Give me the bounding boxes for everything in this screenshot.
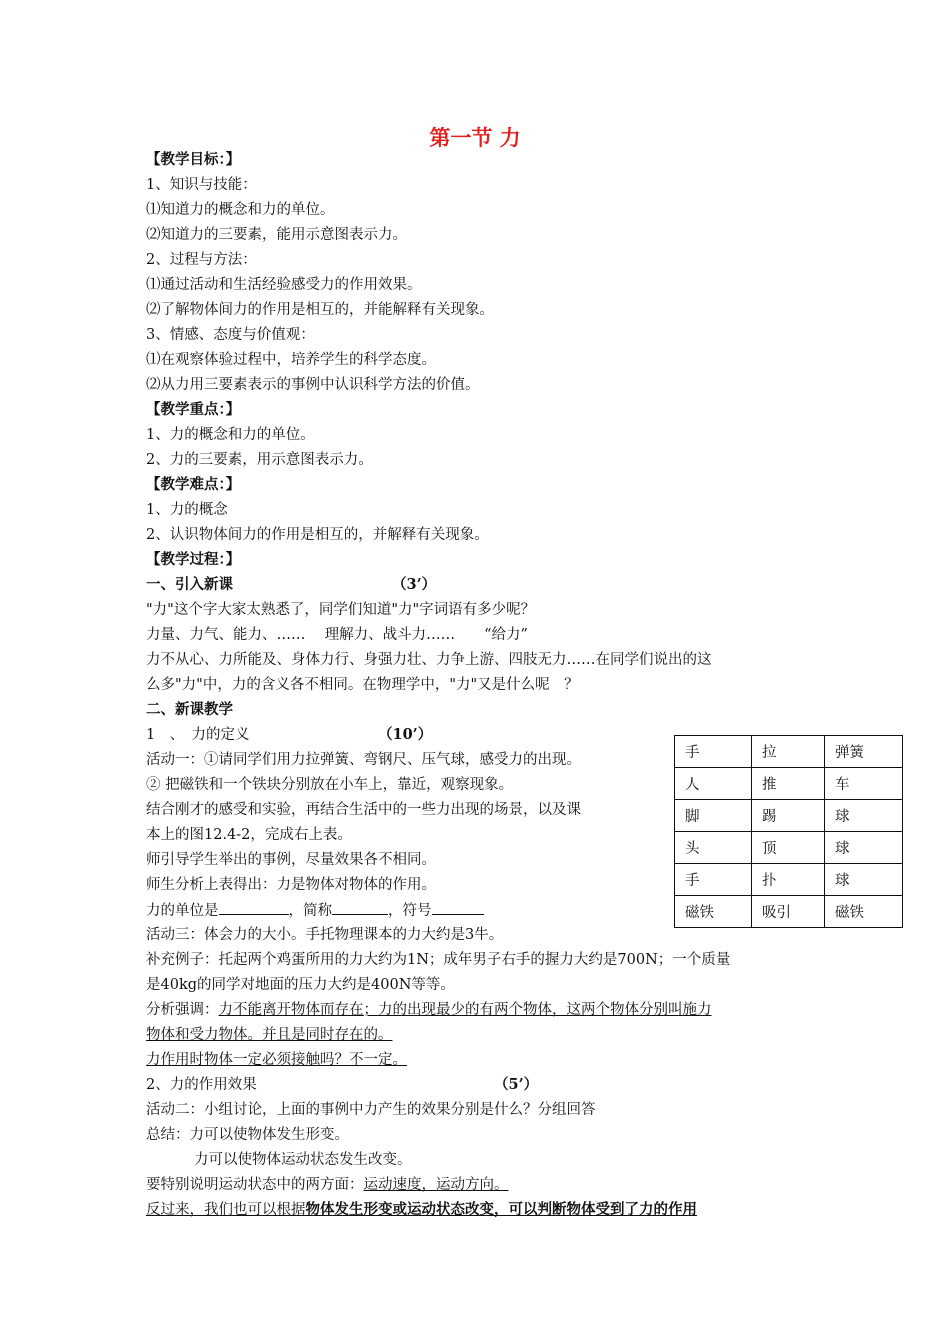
goals-heading: 【教学目标：】 bbox=[146, 151, 241, 168]
short-name-blank[interactable] bbox=[332, 900, 388, 915]
definition-line: 师生分析上表得出：力是物体对物体的作用。 bbox=[146, 877, 436, 893]
table-cell: 弹簧 bbox=[825, 736, 903, 768]
analysis-label: 分析强调： bbox=[146, 1002, 219, 1018]
supplement-line: 补充例子：托起两个鸡蛋所用的力大约为1N；成年男子右手的握力大约是700N；一个质量 bbox=[146, 952, 731, 968]
table-row bbox=[675, 864, 903, 896]
intro-line: 么多"力"中，力的含义各不相同。在物理学中，"力"又是什么呢 ？ bbox=[146, 677, 579, 693]
activity-two: 活动二：小组讨论，上面的事例中力产生的效果分别是什么？分组回答 bbox=[146, 1102, 596, 1118]
table-cell: 拉 bbox=[752, 736, 825, 768]
definition-label: 1 、 力的定义 bbox=[146, 727, 250, 743]
table-row bbox=[675, 832, 903, 864]
goal-line: ⑵从力用三要素表示的事例中认识科学方法的价值。 bbox=[146, 377, 480, 393]
table-cell: 手 bbox=[675, 736, 752, 768]
intro-time: （3’） bbox=[392, 576, 437, 593]
symbol-prompt: ，符号 bbox=[388, 903, 432, 919]
unit-fill-line bbox=[146, 900, 484, 921]
goal-line: 1、知识与技能： bbox=[146, 177, 257, 193]
goal-line: 2、过程与方法： bbox=[146, 252, 257, 268]
intro-line: 力量、力气、能力、…… 理解力、战斗力…… “给力” bbox=[146, 627, 528, 643]
table-cell: 吸引 bbox=[752, 896, 825, 928]
summary-line: 总结：力可以使物体发生形变。 bbox=[146, 1127, 349, 1143]
goal-line: ⑵了解物体间力的作用是相互的，并能解释有关现象。 bbox=[146, 302, 494, 318]
table-cell: 扑 bbox=[752, 864, 825, 896]
analysis-question: 力作用时物体一定必须接触吗？不一定。 bbox=[146, 1052, 407, 1068]
table-cell: 磁铁 bbox=[825, 896, 903, 928]
table-cell: 球 bbox=[825, 800, 903, 832]
analysis-continued: 物体和受力物体。并且是同时存在的。 bbox=[146, 1027, 393, 1043]
definition-line: 本上的图12.4-2，完成右上表。 bbox=[146, 827, 352, 843]
goal-line: ⑴在观察体验过程中，培养学生的科学态度。 bbox=[146, 352, 436, 368]
conclusion-lead: 反过来，我们也可以根据 bbox=[146, 1202, 306, 1218]
table-cell: 顶 bbox=[752, 832, 825, 864]
definition-line: ② 把磁铁和一个铁块分别放在小车上，靠近，观察现象。 bbox=[146, 777, 514, 793]
unit-blank[interactable] bbox=[219, 900, 289, 915]
table-cell: 人 bbox=[675, 768, 752, 800]
symbol-blank[interactable] bbox=[432, 900, 484, 915]
intro-label: 一、引入新课 bbox=[146, 576, 233, 593]
goal-line: ⑵知道力的三要素，能用示意图表示力。 bbox=[146, 227, 407, 243]
table-cell: 推 bbox=[752, 768, 825, 800]
special-label: 要特别说明运动状态中的两方面： bbox=[146, 1177, 364, 1193]
difficulties-heading: 【教学难点：】 bbox=[146, 476, 241, 493]
table-cell: 头 bbox=[675, 832, 752, 864]
table-cell: 球 bbox=[825, 832, 903, 864]
analysis-text: 力不能离开物体而存在；力的出现最少的有两个物体，这两个物体分别叫施力 bbox=[218, 1002, 712, 1018]
table-row bbox=[675, 768, 903, 800]
intro-line: 力不从心、力所能及、身体力行、身强力壮、力争上游、四肢无力……在同学们说出的这 bbox=[146, 652, 712, 668]
table-cell: 手 bbox=[675, 864, 752, 896]
difficulty-line: 1、力的概念 bbox=[146, 502, 228, 518]
effect-time: （5’） bbox=[494, 1076, 539, 1093]
process-heading: 【教学过程：】 bbox=[146, 551, 241, 568]
new-lesson-label: 二、新课教学 bbox=[146, 701, 233, 718]
goal-line: 3、情感、态度与价值观： bbox=[146, 327, 315, 343]
table-cell: 球 bbox=[825, 864, 903, 896]
conclusion-bold: 物体发生形变或运动状态改变，可以判断物体受到了力的作用 bbox=[305, 1201, 697, 1218]
special-note bbox=[146, 1175, 509, 1195]
short-name-prompt: ，简称 bbox=[288, 903, 332, 919]
special-value: 运动速度，运动方向。 bbox=[363, 1177, 509, 1193]
definition-line: 结合刚才的感受和实验，再结合生活中的一些力出现的场景，以及课 bbox=[146, 802, 581, 818]
page-title: 第一节 力 bbox=[429, 126, 521, 150]
effect-label: 2、力的作用效果 bbox=[146, 1077, 257, 1093]
intro-line: "力"这个字大家太熟悉了，同学们知道"力"字词语有多少呢？ bbox=[146, 602, 536, 618]
table-cell: 车 bbox=[825, 768, 903, 800]
table-row bbox=[675, 896, 903, 928]
conclusion-line bbox=[146, 1200, 697, 1220]
key-point-line: 2、力的三要素，用示意图表示力。 bbox=[146, 452, 373, 468]
summary-line: 力可以使物体运动状态发生改变。 bbox=[194, 1152, 412, 1168]
definition-line: 活动一：①请同学们用力拉弹簧、弯钢尺、压气球，感受力的出现。 bbox=[146, 752, 581, 768]
table-cell: 脚 bbox=[675, 800, 752, 832]
table-row bbox=[675, 800, 903, 832]
table-row bbox=[675, 736, 903, 768]
definition-time: （10’） bbox=[378, 726, 433, 743]
table-cell: 踢 bbox=[752, 800, 825, 832]
goal-line: ⑴通过活动和生活经验感受力的作用效果。 bbox=[146, 277, 422, 293]
unit-prompt: 力的单位是 bbox=[146, 903, 219, 919]
difficulty-line: 2、认识物体间力的作用是相互的，并解释有关现象。 bbox=[146, 527, 489, 543]
supplement-line: 是40kg的同学对地面的压力大约是400N等等。 bbox=[146, 977, 455, 993]
goal-line: ⑴知道力的概念和力的单位。 bbox=[146, 202, 335, 218]
key-point-line: 1、力的概念和力的单位。 bbox=[146, 427, 315, 443]
analysis-line bbox=[146, 1000, 712, 1020]
table-cell: 磁铁 bbox=[675, 896, 752, 928]
definition-line: 师引导学生举出的事例，尽量效果各不相同。 bbox=[146, 852, 436, 868]
activity-three: 活动三：体会力的大小。手托物理课本的力大约是3牛。 bbox=[146, 927, 504, 943]
force-table bbox=[674, 735, 903, 928]
key-points-heading: 【教学重点：】 bbox=[146, 401, 241, 418]
